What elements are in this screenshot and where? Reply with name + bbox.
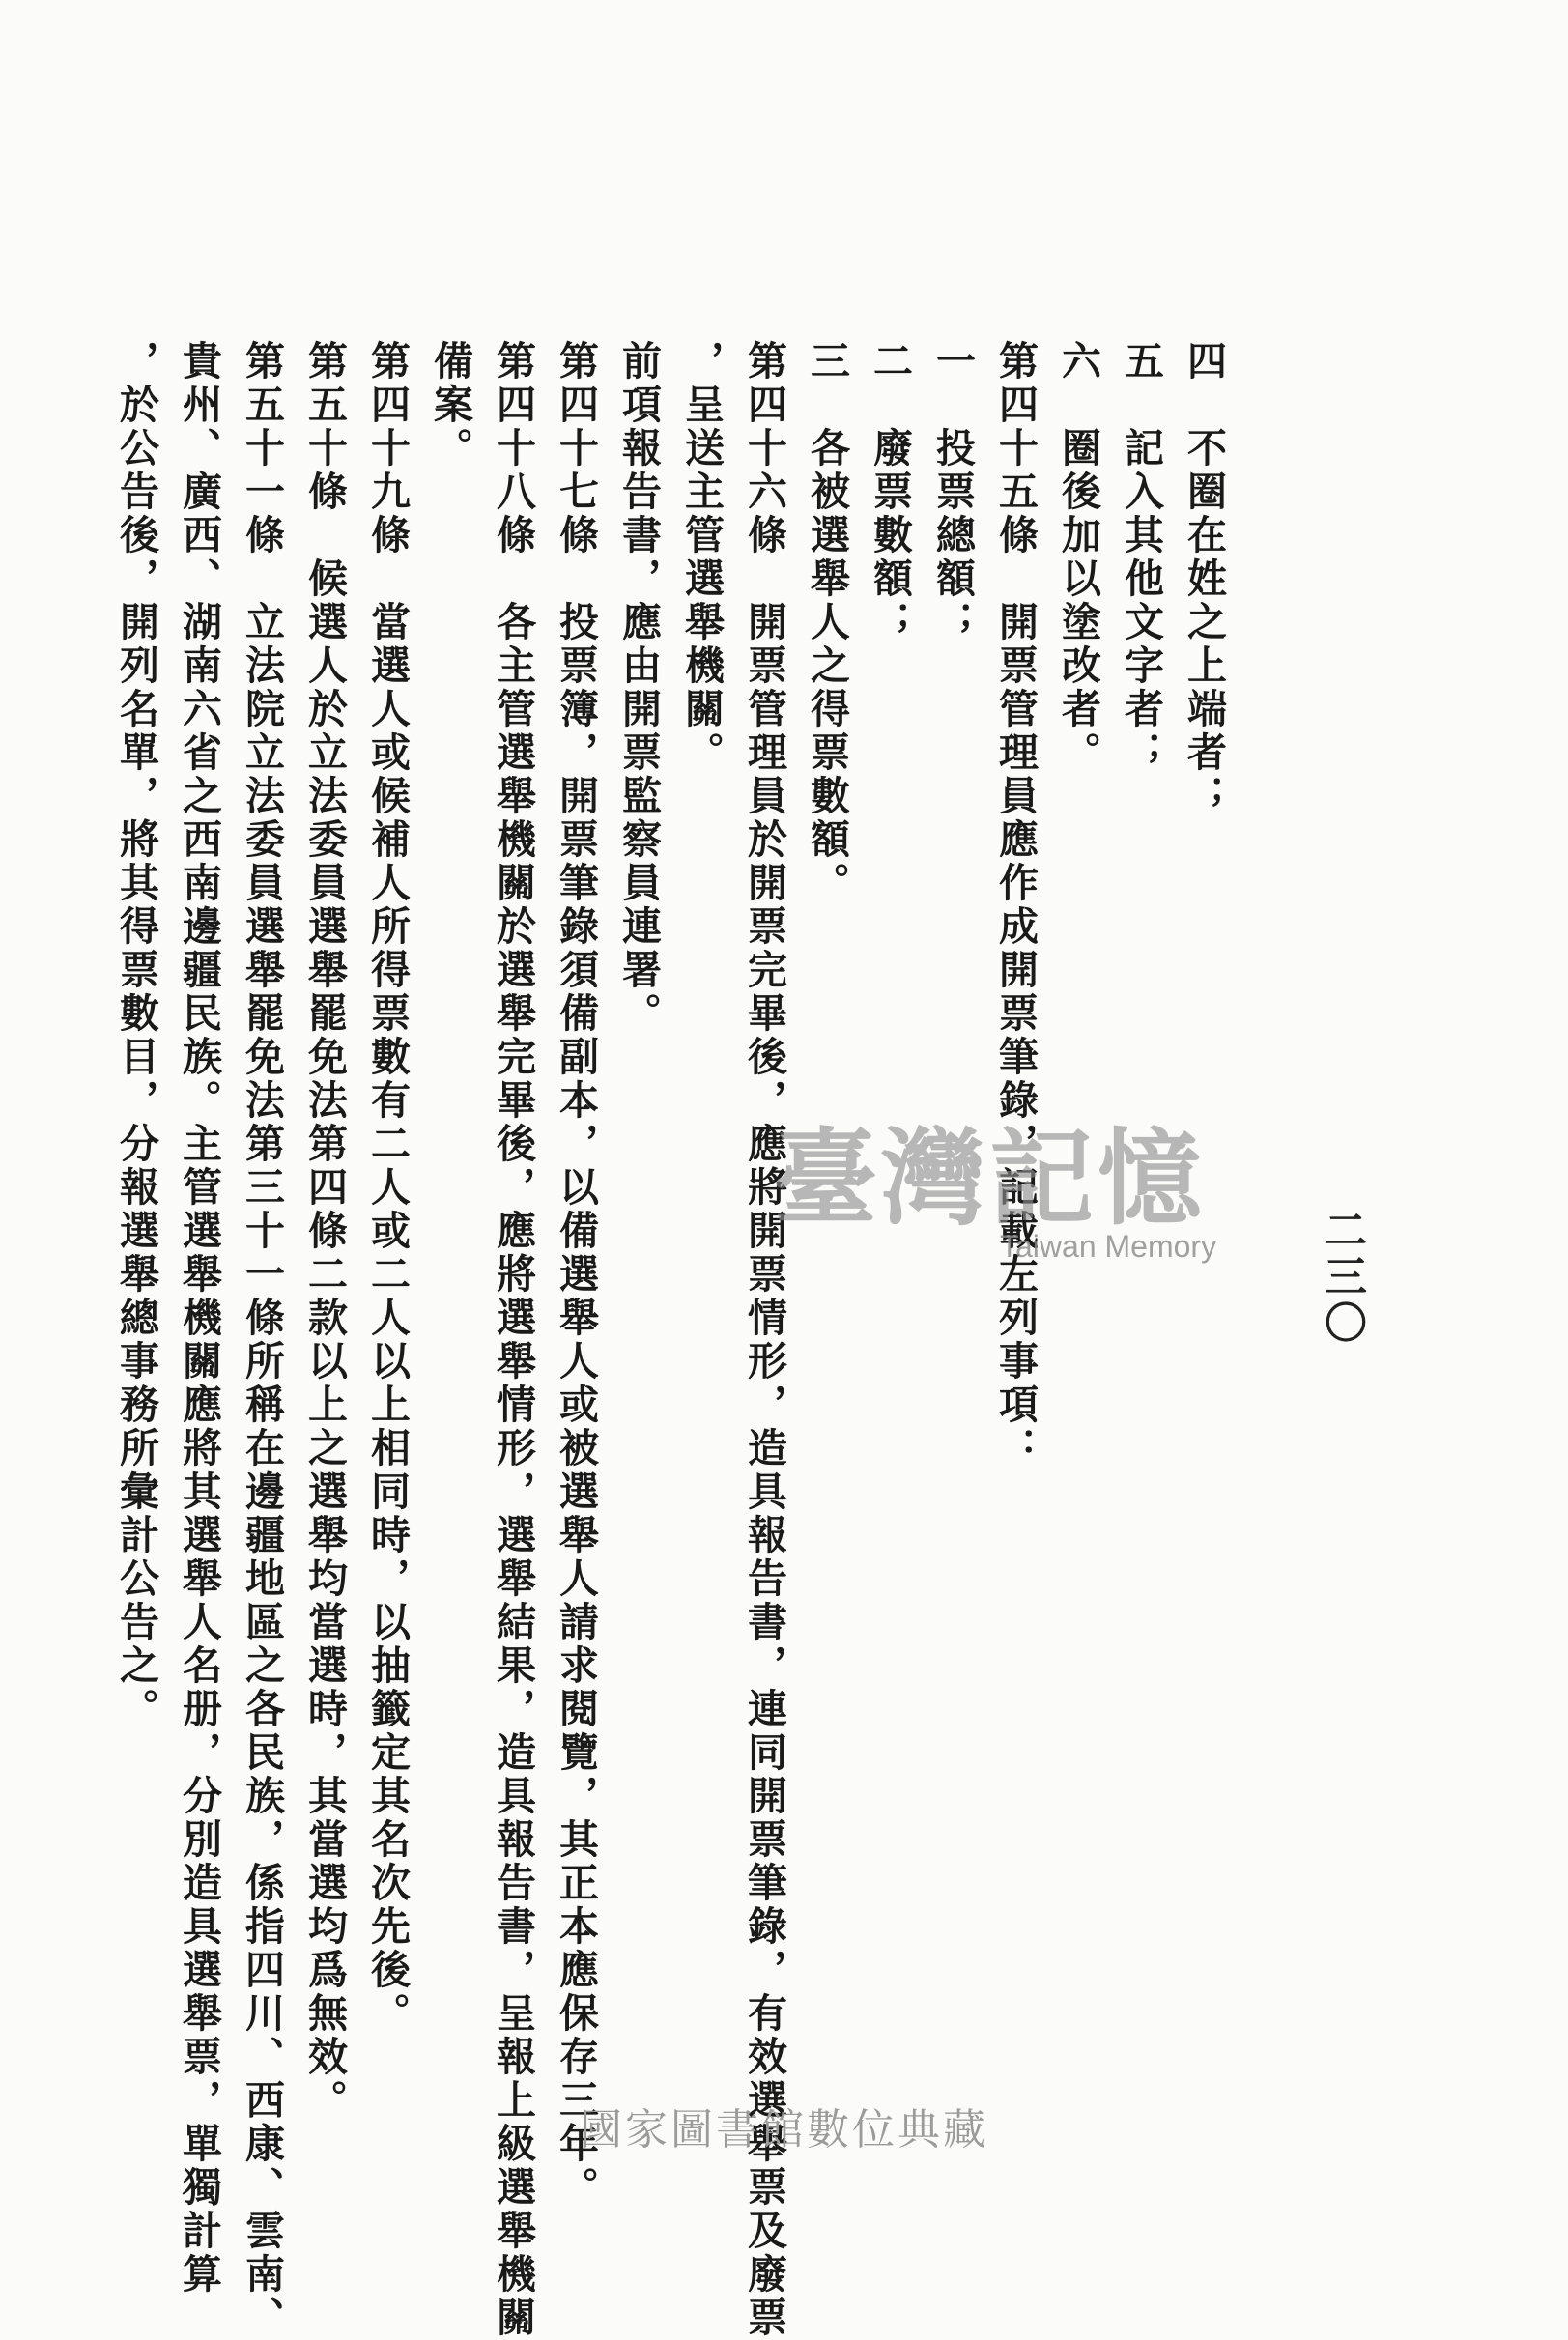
- page-number: 二三〇: [1317, 1208, 1366, 1347]
- text-column: 貴州、廣西、湖南六省之西南邊疆民族。主管選舉機關應將其選舉人名册，分別造具選舉票，單獨計算: [176, 340, 222, 2297]
- text-column: 第四十五條 開票管理員應作成開票筆錄，記載左列事項：: [992, 340, 1039, 1470]
- footer-banner: 國家圖書館數位典藏: [580, 2105, 988, 2155]
- watermark-latin: Taiwan Memory: [1000, 1229, 1217, 1264]
- text-column: 五 記入其他文字者；: [1118, 340, 1164, 775]
- text-column: 三 各被選舉人之得票數額。: [804, 340, 850, 905]
- text-column: 第四十八條 各主管選舉機關於選舉完畢後，應將選舉情形，選舉結果，造具報告書，呈報上級選舉機關: [490, 340, 536, 2340]
- text-column: 六 圈後加以塗改者。: [1055, 340, 1101, 775]
- text-column: 第四十九條 當選人或候補人所得票數有二人或二人以上相同時，以抽籤定其名次先後。: [364, 340, 411, 2036]
- text-column: ，呈送主管選舉機關。: [678, 340, 725, 775]
- text-column: 第四十六條 開票管理員於開票完畢後，應將開票情形，造具報告書，連同開票筆錄，有效選舉票及廢票: [741, 340, 787, 2340]
- taiwan-memory-watermark: [773, 1118, 1256, 1285]
- text-column: 備案。: [427, 340, 473, 471]
- text-column: 前項報告書，應由開票監察員連署。: [615, 340, 662, 1036]
- text-column: 第四十七條 投票簿，開票筆錄須備副本，以備選舉人或被選舉人請求閱覽，其正本應保存三年。: [553, 340, 599, 2210]
- text-column: ，於公告後，開列名單，將其得票數目，分報選舉總事務所彙計公告之。: [113, 340, 159, 1731]
- text-column: 第五十條 候選人於立法委員選舉罷免法第四條二款以上之選舉均當選時，其當選均爲無效。: [301, 340, 348, 2123]
- watermark-chars: 臺灣記憶: [773, 1118, 1207, 1240]
- text-column: 第五十一條 立法院立法委員選舉罷免法第三十一條所稱在邊疆地區之各民族，係指四川、西康、雲南、: [239, 340, 285, 2340]
- text-column: 四 不圈在姓之上端者；: [1181, 340, 1227, 818]
- text-column: 二 廢票數額；: [867, 340, 913, 644]
- text-column: 一 投票總額；: [929, 340, 976, 644]
